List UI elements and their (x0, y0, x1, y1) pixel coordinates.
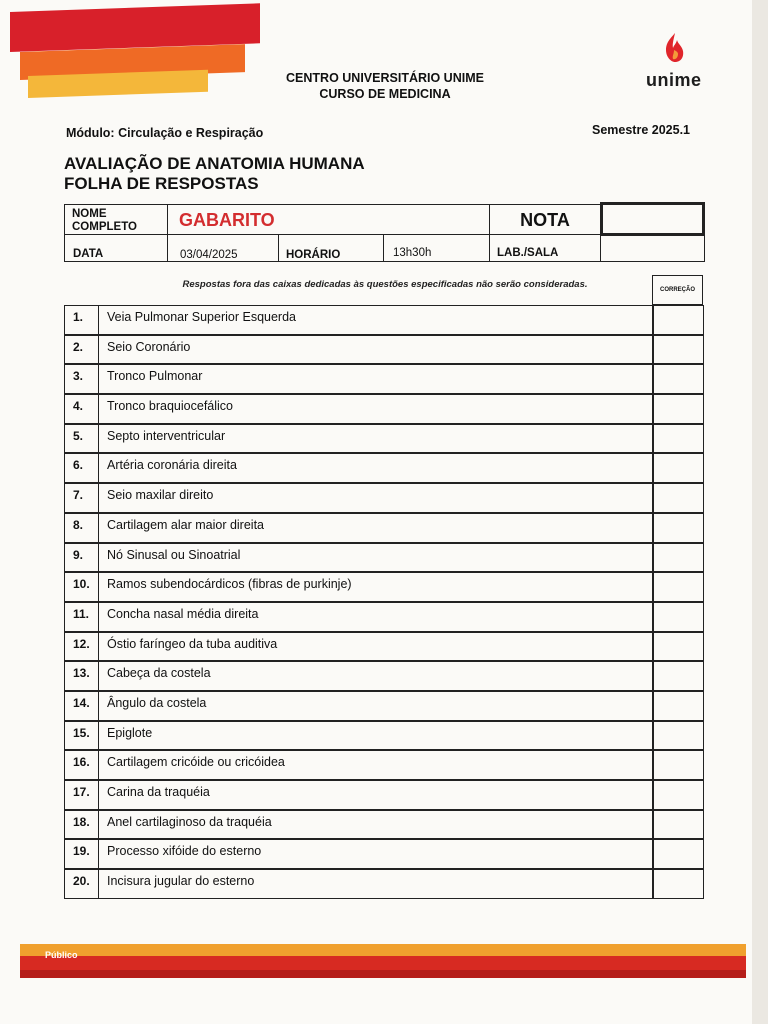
room-field[interactable] (600, 234, 705, 262)
correction-cell[interactable] (652, 572, 704, 602)
correction-cell[interactable] (652, 721, 704, 751)
course-name: CURSO DE MEDICINA (319, 87, 451, 101)
question-number: 20. (64, 869, 98, 899)
date-value: 03/04/2025 (180, 249, 238, 261)
time-label: HORÁRIO (286, 249, 341, 261)
question-number: 16. (64, 750, 98, 780)
date-field[interactable] (167, 234, 279, 262)
title-line-1: AVALIAÇÃO DE ANATOMIA HUMANA (64, 154, 365, 173)
answer-text[interactable]: Cabeça da costela (98, 661, 654, 691)
question-number: 4. (64, 394, 98, 424)
correction-cell[interactable] (652, 513, 704, 543)
time-value: 13h30h (393, 247, 432, 259)
answers-table (64, 305, 704, 899)
question-number: 5. (64, 424, 98, 454)
question-number: 15. (64, 721, 98, 751)
answer-row (64, 869, 704, 899)
answer-text[interactable]: Concha nasal média direita (98, 602, 654, 632)
correction-column-header: CORREÇÃO (652, 275, 703, 305)
answer-row (64, 721, 704, 751)
answer-row (64, 750, 704, 780)
classification-label: Público (45, 950, 78, 960)
answer-row (64, 305, 704, 335)
correction-cell[interactable] (652, 632, 704, 662)
answer-row (64, 810, 704, 840)
grade-field[interactable] (600, 202, 705, 236)
answer-row (64, 453, 704, 483)
page-edge (752, 0, 768, 1024)
instructions-note: Respostas fora das caixas dedicadas às questões especificadas não serão consideradas. (182, 279, 588, 290)
answer-row (64, 394, 704, 424)
answer-row (64, 543, 704, 573)
correction-cell[interactable] (652, 543, 704, 573)
question-number: 18. (64, 810, 98, 840)
room-label: LAB./SALA (497, 247, 559, 259)
name-label-cell (64, 204, 168, 235)
question-number: 14. (64, 691, 98, 721)
question-number: 12. (64, 632, 98, 662)
correction-cell[interactable] (652, 305, 704, 335)
correction-cell[interactable] (652, 691, 704, 721)
title-line-2: FOLHA DE RESPOSTAS (64, 174, 259, 193)
name-field[interactable] (167, 204, 490, 235)
time-field[interactable] (383, 234, 490, 262)
correction-cell[interactable] (652, 602, 704, 632)
correction-cell[interactable] (652, 364, 704, 394)
logo-wordmark: unime (646, 70, 702, 90)
room-label-cell (489, 234, 601, 262)
question-number: 11. (64, 602, 98, 632)
question-number: 7. (64, 483, 98, 513)
answer-row (64, 572, 704, 602)
grade-label-cell (489, 204, 601, 235)
correction-cell[interactable] (652, 750, 704, 780)
question-number: 8. (64, 513, 98, 543)
time-label-cell (278, 234, 384, 262)
answer-text[interactable]: Cartilagem alar maior direita (98, 513, 654, 543)
answer-text[interactable]: Carina da traquéia (98, 780, 654, 810)
semester-label: Semestre 2025.1 (592, 123, 690, 137)
correction-cell[interactable] (652, 483, 704, 513)
question-number: 13. (64, 661, 98, 691)
correction-cell[interactable] (652, 424, 704, 454)
footer-band-dark (20, 970, 746, 978)
date-label: DATA (73, 248, 104, 260)
name-value: GABARITO (179, 210, 275, 230)
page-title (64, 154, 365, 194)
answer-text[interactable]: Artéria coronária direita (98, 453, 654, 483)
answer-text[interactable]: Septo interventricular (98, 424, 654, 454)
correction-cell[interactable] (652, 780, 704, 810)
correction-cell[interactable] (652, 394, 704, 424)
question-number: 3. (64, 364, 98, 394)
answer-text[interactable]: Veia Pulmonar Superior Esquerda (98, 305, 654, 335)
grade-label: NOTA (520, 210, 570, 230)
correction-cell[interactable] (652, 810, 704, 840)
answer-row (64, 335, 704, 365)
institution-name: CENTRO UNIVERSITÁRIO UNIME (286, 71, 484, 85)
date-label-cell (64, 234, 168, 262)
answer-row (64, 839, 704, 869)
answer-row (64, 424, 704, 454)
correction-cell[interactable] (652, 335, 704, 365)
student-info-box (64, 204, 704, 262)
name-label-2: COMPLETO (72, 221, 137, 233)
institution-header (270, 70, 500, 102)
answer-text[interactable]: Tronco Pulmonar (98, 364, 654, 394)
answer-text[interactable]: Epiglote (98, 721, 654, 751)
answer-row (64, 632, 704, 662)
question-number: 9. (64, 543, 98, 573)
answer-text[interactable]: Cartilagem cricóide ou cricóidea (98, 750, 654, 780)
question-number: 10. (64, 572, 98, 602)
module-label: Módulo: Circulação e Respiração (66, 126, 264, 140)
answer-text[interactable]: Nó Sinusal ou Sinoatrial (98, 543, 654, 573)
answer-row (64, 661, 704, 691)
answer-text[interactable]: Anel cartilaginoso da traquéia (98, 810, 654, 840)
correction-cell[interactable] (652, 839, 704, 869)
question-number: 1. (64, 305, 98, 335)
answer-text[interactable]: Processo xifóide do esterno (98, 839, 654, 869)
answer-row (64, 691, 704, 721)
answer-row (64, 513, 704, 543)
question-number: 6. (64, 453, 98, 483)
answer-row (64, 780, 704, 810)
correction-cell[interactable] (652, 661, 704, 691)
question-number: 17. (64, 780, 98, 810)
answer-text[interactable]: Ângulo da costela (98, 691, 654, 721)
answer-row (64, 364, 704, 394)
flame-icon (662, 32, 686, 64)
answer-text[interactable]: Ramos subendocárdicos (fibras de purkinje) (98, 572, 654, 602)
answer-text[interactable]: Incisura jugular do esterno (98, 869, 654, 899)
answer-row (64, 602, 704, 632)
unime-logo (640, 32, 710, 92)
answer-text[interactable]: Tronco braquiocefálico (98, 394, 654, 424)
question-number: 2. (64, 335, 98, 365)
answer-row (64, 483, 704, 513)
correction-cell[interactable] (652, 453, 704, 483)
answer-text[interactable]: Óstio faríngeo da tuba auditiva (98, 632, 654, 662)
name-label-1: NOME (72, 208, 107, 220)
correction-cell[interactable] (652, 869, 704, 899)
question-number: 19. (64, 839, 98, 869)
answer-text[interactable]: Seio maxilar direito (98, 483, 654, 513)
answer-text[interactable]: Seio Coronário (98, 335, 654, 365)
